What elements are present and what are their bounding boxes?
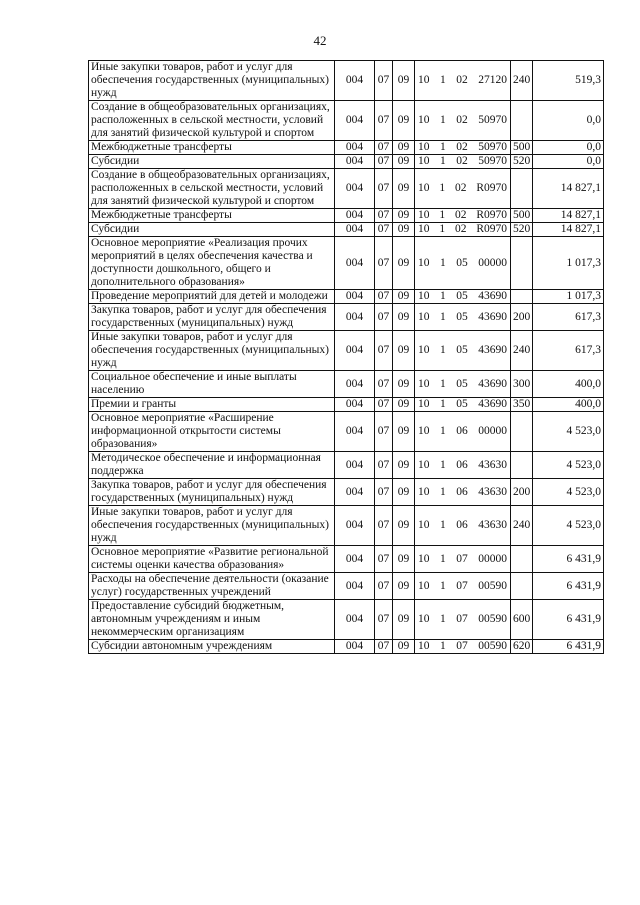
row-event-code: 06 [456,519,468,531]
row-direction-code: 27120 [478,74,507,86]
row-expense-type: 240 [511,61,533,101]
row-target-article [415,141,511,155]
row-name: Основное мероприятие «Расширение информационной открытости системы образования» [89,412,335,452]
row-subsection-code: 09 [393,290,415,304]
row-program-code: 10 [418,640,430,652]
row-target-article [415,371,511,398]
row-subprogram-code: 1 [440,425,446,437]
table-row [89,169,604,209]
row-program-code: 10 [418,310,430,323]
row-section-code: 07 [375,452,393,479]
row-direction-code: 00590 [478,613,507,625]
row-subprogram-code: 1 [440,613,446,625]
row-direction-code: 43690 [478,290,507,302]
row-expense-type: 200 [511,304,533,331]
row-program-code: 10 [418,579,430,592]
row-subprogram-code: 1 [440,290,446,302]
row-subsection-code: 09 [393,331,415,371]
row-subprogram-code: 1 [440,519,446,531]
row-expense-type [511,412,533,452]
row-event-code: 05 [456,290,468,302]
row-name: Создание в общеобразовательных организациях, расположенных в сельской местности, условий для занятий физической культурой и спортом [89,101,335,141]
row-target-article [415,398,511,412]
row-ministry-code: 004 [335,573,375,600]
row-section-code: 07 [375,371,393,398]
row-subprogram-code: 1 [440,485,446,498]
row-expense-type: 520 [511,223,533,237]
row-section-code: 07 [375,169,393,209]
row-subsection-code: 09 [393,223,415,237]
row-amount: 4 523,0 [533,479,604,506]
row-subprogram-code: 1 [440,74,446,86]
row-target-article [415,237,511,290]
row-name: Премии и гранты [89,398,335,412]
row-event-code: 07 [456,613,468,625]
row-ministry-code: 004 [335,237,375,290]
row-expense-type: 240 [511,331,533,371]
row-event-code: 07 [456,640,468,652]
row-name: Субсидии [89,223,335,237]
row-amount: 0,0 [533,155,604,169]
row-name: Основное мероприятие «Реализация прочих мероприятий в целях обеспечения качества и доступности дошкольного, общего и дополнительного образования» [89,237,335,290]
row-section-code: 07 [375,304,393,331]
row-section-code: 07 [375,141,393,155]
row-ministry-code: 004 [335,290,375,304]
row-direction-code: 50970 [478,155,507,167]
row-ministry-code: 004 [335,61,375,101]
row-subsection-code: 09 [393,640,415,654]
row-program-code: 10 [418,74,430,86]
row-direction-code: 43630 [478,519,507,531]
table-row [89,141,604,155]
row-subsection-code: 09 [393,101,415,141]
row-subprogram-code: 1 [440,640,446,652]
row-section-code: 07 [375,479,393,506]
row-amount: 6 431,9 [533,546,604,573]
row-ministry-code: 004 [335,600,375,640]
table-row [89,371,604,398]
row-target-article [415,223,511,237]
row-program-code: 10 [418,290,430,302]
row-amount: 1 017,3 [533,290,604,304]
row-expense-type [511,546,533,573]
row-subsection-code: 09 [393,573,415,600]
row-name: Предоставление субсидий бюджетным, автономным учреждениям и иным некоммерческим организациям [89,600,335,640]
row-name: Иные закупки товаров, работ и услуг для обеспечения государственных (муниципальных) нужд [89,331,335,371]
table-row [89,290,604,304]
row-subsection-code: 09 [393,61,415,101]
row-subprogram-code: 1 [440,155,446,167]
row-ministry-code: 004 [335,371,375,398]
row-program-code: 10 [418,458,430,471]
row-direction-code: 50970 [478,114,507,126]
row-direction-code: 50970 [478,141,507,153]
table-row [89,101,604,141]
row-target-article [415,169,511,209]
row-program-code: 10 [418,209,430,221]
row-expense-type: 240 [511,506,533,546]
row-ministry-code: 004 [335,101,375,141]
row-section-code: 07 [375,600,393,640]
row-subprogram-code: 1 [439,209,446,221]
row-event-code: 06 [456,425,468,437]
row-subprogram-code: 1 [440,579,446,592]
row-section-code: 07 [375,61,393,101]
row-amount: 6 431,9 [533,573,604,600]
row-amount: 617,3 [533,331,604,371]
row-subprogram-code: 1 [440,344,446,356]
row-ministry-code: 004 [335,412,375,452]
row-target-article [415,573,511,600]
row-program-code: 10 [418,344,430,356]
row-subprogram-code: 1 [440,552,446,565]
row-section-code: 07 [375,223,393,237]
row-section-code: 07 [375,101,393,141]
row-subsection-code: 09 [393,371,415,398]
row-direction-code: 43690 [478,344,507,356]
row-subprogram-code: 1 [440,114,446,126]
row-expense-type [511,169,533,209]
row-expense-type: 500 [511,141,533,155]
row-event-code: 05 [456,398,468,410]
row-expense-type: 600 [511,600,533,640]
row-program-code: 10 [418,155,430,167]
row-subsection-code: 09 [393,209,415,223]
row-section-code: 07 [375,155,393,169]
row-amount: 14 827,1 [533,223,604,237]
row-subprogram-code: 1 [440,310,446,323]
row-program-code: 10 [418,377,430,390]
row-target-article [415,155,511,169]
row-subsection-code: 09 [393,506,415,546]
row-amount: 617,3 [533,304,604,331]
row-direction-code: 00000 [478,256,507,269]
row-subsection-code: 09 [393,546,415,573]
row-name: Закупка товаров, работ и услуг для обеспечения государственных (муниципальных) нужд [89,304,335,331]
table-row [89,61,604,101]
row-expense-type: 620 [511,640,533,654]
table-row [89,546,604,573]
row-target-article [415,452,511,479]
row-ministry-code: 004 [335,479,375,506]
row-amount: 519,3 [533,61,604,101]
row-subprogram-code: 1 [439,182,446,194]
row-event-code: 06 [456,458,468,471]
row-event-code: 02 [456,74,468,86]
table-row [89,412,604,452]
row-expense-type: 200 [511,479,533,506]
row-expense-type [511,237,533,290]
row-direction-code: 43630 [478,458,507,471]
row-program-code: 10 [418,256,430,269]
row-subsection-code: 09 [393,600,415,640]
row-amount: 6 431,9 [533,640,604,654]
row-name: Субсидии автономным учреждениям [89,640,335,654]
row-subsection-code: 09 [393,398,415,412]
row-name: Расходы на обеспечение деятельности (оказание услуг) государственных учреждений [89,573,335,600]
table-row [89,304,604,331]
row-amount: 4 523,0 [533,452,604,479]
row-section-code: 07 [375,506,393,546]
row-direction-code: R0970 [476,223,507,235]
row-amount: 0,0 [533,141,604,155]
row-ministry-code: 004 [335,155,375,169]
row-target-article [415,546,511,573]
row-name: Межбюджетные трансферты [89,141,335,155]
row-ministry-code: 004 [335,398,375,412]
row-expense-type: 350 [511,398,533,412]
row-event-code: 07 [456,579,468,592]
table-row [89,155,604,169]
table-row [89,209,604,223]
row-event-code: 02 [454,182,467,194]
row-amount: 1 017,3 [533,237,604,290]
row-ministry-code: 004 [335,506,375,546]
row-target-article [415,412,511,452]
row-section-code: 07 [375,573,393,600]
row-direction-code: R0970 [476,182,507,194]
row-ministry-code: 004 [335,169,375,209]
row-amount: 400,0 [533,371,604,398]
row-ministry-code: 004 [335,141,375,155]
row-amount: 0,0 [533,101,604,141]
row-expense-type [511,290,533,304]
table-row [89,479,604,506]
row-section-code: 07 [375,640,393,654]
row-subsection-code: 09 [393,141,415,155]
row-section-code: 07 [375,209,393,223]
row-target-article [415,290,511,304]
row-name: Создание в общеобразовательных организациях, расположенных в сельской местности, условий для занятий физической культурой и спортом [89,169,335,209]
row-section-code: 07 [375,331,393,371]
row-amount: 14 827,1 [533,209,604,223]
row-target-article [415,479,511,506]
table-row [89,398,604,412]
row-event-code: 05 [456,344,468,356]
row-name: Социальное обеспечение и иные выплаты населению [89,371,335,398]
row-ministry-code: 004 [335,546,375,573]
row-ministry-code: 004 [335,209,375,223]
row-direction-code: 43630 [478,485,507,498]
row-direction-code: 43690 [478,398,507,410]
row-program-code: 10 [418,613,430,625]
row-event-code: 02 [456,114,468,126]
row-direction-code: 00000 [478,425,507,437]
row-event-code: 02 [454,223,467,235]
row-direction-code: R0970 [476,209,507,221]
row-expense-type: 500 [511,209,533,223]
row-subsection-code: 09 [393,412,415,452]
row-direction-code: 00590 [478,640,507,652]
page-number: 42 [313,33,327,48]
row-subprogram-code: 1 [440,256,446,269]
table-row [89,237,604,290]
row-name: Основное мероприятие «Развитие региональной системы оценки качества образования» [89,546,335,573]
row-ministry-code: 004 [335,640,375,654]
row-direction-code: 43690 [478,310,507,323]
row-target-article [415,101,511,141]
row-direction-code: 00000 [478,552,507,565]
row-program-code: 10 [418,141,430,153]
row-name: Субсидии [89,155,335,169]
row-target-article [415,209,511,223]
row-target-article [415,304,511,331]
row-program-code: 10 [418,182,430,194]
row-name: Иные закупки товаров, работ и услуг для обеспечения государственных (муниципальных) нужд [89,506,335,546]
row-amount: 400,0 [533,398,604,412]
row-section-code: 07 [375,398,393,412]
row-program-code: 10 [418,519,430,531]
row-event-code: 06 [456,485,468,498]
row-amount: 6 431,9 [533,600,604,640]
table-row [89,573,604,600]
row-program-code: 10 [418,398,430,410]
row-amount: 4 523,0 [533,412,604,452]
row-direction-code: 00590 [478,579,507,592]
row-subsection-code: 09 [393,155,415,169]
row-program-code: 10 [418,552,430,565]
row-section-code: 07 [375,237,393,290]
row-event-code: 07 [456,552,468,565]
row-program-code: 10 [418,223,430,235]
row-section-code: 07 [375,412,393,452]
row-target-article [415,640,511,654]
row-target-article [415,331,511,371]
table-row [89,600,604,640]
row-subsection-code: 09 [393,169,415,209]
row-name: Межбюджетные трансферты [89,209,335,223]
budget-table [88,60,604,654]
table-row [89,223,604,237]
row-subsection-code: 09 [393,304,415,331]
row-name: Методическое обеспечение и информационная поддержка [89,452,335,479]
row-expense-type: 300 [511,371,533,398]
row-expense-type [511,101,533,141]
table-row [89,506,604,546]
row-amount: 14 827,1 [533,169,604,209]
row-ministry-code: 004 [335,223,375,237]
row-subsection-code: 09 [393,237,415,290]
row-ministry-code: 004 [335,331,375,371]
row-expense-type [511,573,533,600]
table-row [89,640,604,654]
row-name: Закупка товаров, работ и услуг для обеспечения государственных (муниципальных) нужд [89,479,335,506]
row-subsection-code: 09 [393,452,415,479]
row-event-code: 05 [456,256,468,269]
row-name: Иные закупки товаров, работ и услуг для обеспечения государственных (муниципальных) нужд [89,61,335,101]
row-expense-type: 520 [511,155,533,169]
table-body [89,61,604,654]
row-event-code: 02 [454,209,467,221]
table-row [89,452,604,479]
row-ministry-code: 004 [335,304,375,331]
row-section-code: 07 [375,290,393,304]
row-event-code: 02 [456,141,468,153]
row-subprogram-code: 1 [440,141,446,153]
row-target-article [415,600,511,640]
row-target-article [415,506,511,546]
row-event-code: 05 [456,377,468,390]
row-subprogram-code: 1 [440,398,446,410]
row-target-article [415,61,511,101]
row-program-code: 10 [418,114,430,126]
row-program-code: 10 [418,425,430,437]
row-subprogram-code: 1 [440,458,446,471]
row-event-code: 02 [456,155,468,167]
row-section-code: 07 [375,546,393,573]
row-expense-type [511,452,533,479]
row-subprogram-code: 1 [440,377,446,390]
row-direction-code: 43690 [478,377,507,390]
row-program-code: 10 [418,485,430,498]
row-amount: 4 523,0 [533,506,604,546]
row-name: Проведение мероприятий для детей и молодежи [89,290,335,304]
table-row [89,331,604,371]
row-event-code: 05 [456,310,468,323]
row-ministry-code: 004 [335,452,375,479]
row-subprogram-code: 1 [439,223,446,235]
row-subsection-code: 09 [393,479,415,506]
